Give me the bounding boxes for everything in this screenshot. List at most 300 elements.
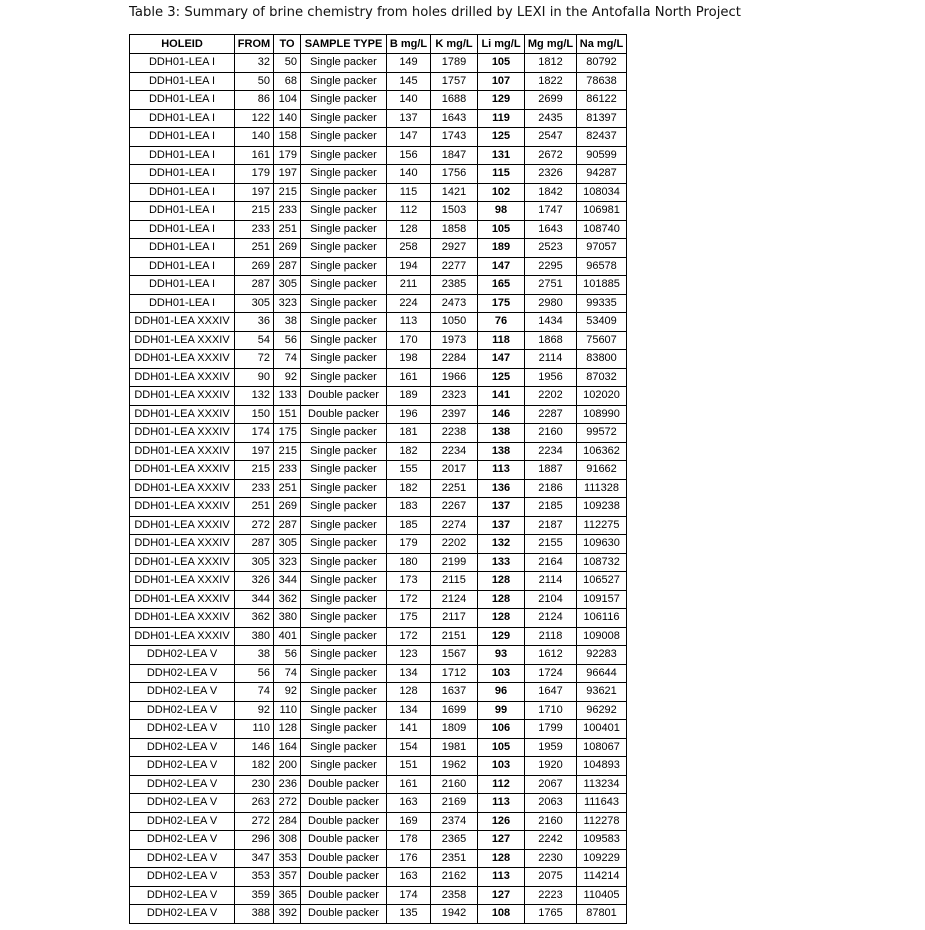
cell-holeid: DDH02-LEA V (130, 905, 235, 924)
cell-b: 155 (387, 461, 431, 480)
cell-li: 128 (478, 590, 525, 609)
cell-li: 118 (478, 331, 525, 350)
cell-na: 96578 (577, 257, 627, 276)
cell-b: 198 (387, 350, 431, 369)
cell-na: 81397 (577, 109, 627, 128)
cell-li: 175 (478, 294, 525, 313)
cell-sample-type: Single packer (301, 331, 387, 350)
cell-from: 269 (235, 257, 274, 276)
cell-k: 2115 (431, 572, 478, 591)
cell-to: 74 (274, 664, 301, 683)
cell-sample-type: Single packer (301, 553, 387, 572)
cell-li: 125 (478, 368, 525, 387)
cell-mg: 2223 (525, 886, 577, 905)
cell-b: 172 (387, 627, 431, 646)
cell-k: 2267 (431, 498, 478, 517)
cell-to: 357 (274, 868, 301, 887)
cell-sample-type: Single packer (301, 738, 387, 757)
cell-k: 2365 (431, 831, 478, 850)
cell-sample-type: Single packer (301, 720, 387, 739)
cell-mg: 2547 (525, 128, 577, 147)
cell-na: 99572 (577, 424, 627, 443)
cell-holeid: DDH01-LEA XXXIV (130, 516, 235, 535)
cell-k: 2473 (431, 294, 478, 313)
cell-from: 362 (235, 609, 274, 628)
cell-from: 296 (235, 831, 274, 850)
cell-holeid: DDH01-LEA XXXIV (130, 553, 235, 572)
cell-b: 183 (387, 498, 431, 517)
cell-b: 178 (387, 831, 431, 850)
cell-to: 344 (274, 572, 301, 591)
cell-holeid: DDH01-LEA XXXIV (130, 368, 235, 387)
cell-li: 147 (478, 350, 525, 369)
cell-na: 111643 (577, 794, 627, 813)
cell-b: 182 (387, 442, 431, 461)
cell-k: 1688 (431, 91, 478, 110)
cell-b: 134 (387, 701, 431, 720)
cell-to: 38 (274, 313, 301, 332)
cell-sample-type: Single packer (301, 590, 387, 609)
cell-to: 305 (274, 276, 301, 295)
cell-mg: 2202 (525, 387, 577, 406)
table-row (130, 720, 627, 739)
cell-from: 50 (235, 72, 274, 91)
cell-sample-type: Single packer (301, 646, 387, 665)
cell-li: 115 (478, 165, 525, 184)
cell-holeid: DDH01-LEA XXXIV (130, 498, 235, 517)
cell-na: 114214 (577, 868, 627, 887)
cell-na: 106981 (577, 202, 627, 221)
cell-from: 86 (235, 91, 274, 110)
table-row (130, 257, 627, 276)
cell-sample-type: Double packer (301, 775, 387, 794)
cell-mg: 2160 (525, 424, 577, 443)
cell-from: 380 (235, 627, 274, 646)
cell-from: 32 (235, 54, 274, 73)
cell-from: 251 (235, 498, 274, 517)
cell-mg: 1799 (525, 720, 577, 739)
header-k: K mg/L (431, 35, 478, 54)
cell-to: 104 (274, 91, 301, 110)
cell-k: 2162 (431, 868, 478, 887)
cell-holeid: DDH01-LEA I (130, 72, 235, 91)
cell-na: 109008 (577, 627, 627, 646)
header-to: TO (274, 35, 301, 54)
cell-li: 128 (478, 849, 525, 868)
cell-na: 80792 (577, 54, 627, 73)
cell-to: 353 (274, 849, 301, 868)
cell-to: 392 (274, 905, 301, 924)
cell-from: 54 (235, 331, 274, 350)
cell-li: 137 (478, 498, 525, 517)
cell-sample-type: Single packer (301, 368, 387, 387)
table-row (130, 627, 627, 646)
cell-from: 197 (235, 442, 274, 461)
cell-na: 82437 (577, 128, 627, 147)
cell-sample-type: Single packer (301, 313, 387, 332)
cell-holeid: DDH02-LEA V (130, 646, 235, 665)
cell-mg: 1765 (525, 905, 577, 924)
table-row (130, 572, 627, 591)
cell-to: 151 (274, 405, 301, 424)
cell-from: 146 (235, 738, 274, 757)
cell-holeid: DDH02-LEA V (130, 831, 235, 850)
cell-from: 38 (235, 646, 274, 665)
cell-b: 161 (387, 775, 431, 794)
cell-to: 164 (274, 738, 301, 757)
cell-mg: 2164 (525, 553, 577, 572)
table-row (130, 72, 627, 91)
cell-sample-type: Single packer (301, 183, 387, 202)
table-row (130, 183, 627, 202)
cell-mg: 1842 (525, 183, 577, 202)
cell-k: 2151 (431, 627, 478, 646)
cell-holeid: DDH01-LEA XXXIV (130, 572, 235, 591)
cell-mg: 2075 (525, 868, 577, 887)
cell-holeid: DDH01-LEA XXXIV (130, 405, 235, 424)
cell-k: 2358 (431, 886, 478, 905)
cell-b: 163 (387, 794, 431, 813)
cell-b: 112 (387, 202, 431, 221)
cell-mg: 1920 (525, 757, 577, 776)
cell-b: 135 (387, 905, 431, 924)
cell-to: 74 (274, 350, 301, 369)
cell-li: 119 (478, 109, 525, 128)
cell-holeid: DDH02-LEA V (130, 868, 235, 887)
cell-mg: 1812 (525, 54, 577, 73)
table-row (130, 424, 627, 443)
cell-k: 2397 (431, 405, 478, 424)
cell-k: 2374 (431, 812, 478, 831)
cell-na: 53409 (577, 313, 627, 332)
cell-to: 128 (274, 720, 301, 739)
table-row (130, 461, 627, 480)
cell-sample-type: Double packer (301, 868, 387, 887)
cell-li: 103 (478, 757, 525, 776)
table-row (130, 590, 627, 609)
cell-to: 401 (274, 627, 301, 646)
cell-from: 388 (235, 905, 274, 924)
cell-k: 1789 (431, 54, 478, 73)
table-row (130, 905, 627, 924)
header-na: Na mg/L (577, 35, 627, 54)
cell-from: 359 (235, 886, 274, 905)
cell-mg: 1956 (525, 368, 577, 387)
cell-b: 140 (387, 91, 431, 110)
cell-to: 175 (274, 424, 301, 443)
cell-li: 127 (478, 831, 525, 850)
cell-from: 287 (235, 276, 274, 295)
cell-li: 113 (478, 794, 525, 813)
cell-holeid: DDH01-LEA I (130, 165, 235, 184)
cell-to: 233 (274, 461, 301, 480)
cell-na: 87032 (577, 368, 627, 387)
cell-sample-type: Double packer (301, 905, 387, 924)
cell-mg: 2326 (525, 165, 577, 184)
cell-li: 105 (478, 220, 525, 239)
cell-from: 150 (235, 405, 274, 424)
cell-sample-type: Double packer (301, 387, 387, 406)
cell-b: 211 (387, 276, 431, 295)
table-row (130, 683, 627, 702)
header-b: B mg/L (387, 35, 431, 54)
table-row (130, 128, 627, 147)
cell-k: 1962 (431, 757, 478, 776)
table-row (130, 775, 627, 794)
cell-k: 1942 (431, 905, 478, 924)
cell-from: 353 (235, 868, 274, 887)
cell-mg: 2751 (525, 276, 577, 295)
cell-holeid: DDH01-LEA XXXIV (130, 609, 235, 628)
cell-na: 93621 (577, 683, 627, 702)
cell-b: 189 (387, 387, 431, 406)
cell-b: 182 (387, 479, 431, 498)
cell-holeid: DDH01-LEA XXXIV (130, 350, 235, 369)
cell-li: 107 (478, 72, 525, 91)
cell-na: 109157 (577, 590, 627, 609)
cell-li: 76 (478, 313, 525, 332)
cell-b: 149 (387, 54, 431, 73)
cell-from: 92 (235, 701, 274, 720)
cell-na: 97057 (577, 239, 627, 258)
cell-holeid: DDH02-LEA V (130, 720, 235, 739)
cell-from: 110 (235, 720, 274, 739)
cell-holeid: DDH02-LEA V (130, 775, 235, 794)
table-row (130, 664, 627, 683)
cell-mg: 2104 (525, 590, 577, 609)
cell-mg: 1643 (525, 220, 577, 239)
cell-k: 1699 (431, 701, 478, 720)
table-row (130, 535, 627, 554)
cell-na: 83800 (577, 350, 627, 369)
cell-mg: 2234 (525, 442, 577, 461)
cell-mg: 2187 (525, 516, 577, 535)
cell-k: 1743 (431, 128, 478, 147)
cell-mg: 2295 (525, 257, 577, 276)
cell-na: 112275 (577, 516, 627, 535)
cell-na: 96292 (577, 701, 627, 720)
cell-sample-type: Single packer (301, 424, 387, 443)
cell-b: 172 (387, 590, 431, 609)
cell-mg: 2672 (525, 146, 577, 165)
cell-to: 287 (274, 516, 301, 535)
table-row (130, 757, 627, 776)
table-row (130, 387, 627, 406)
table-row (130, 276, 627, 295)
cell-to: 197 (274, 165, 301, 184)
table-row (130, 202, 627, 221)
table-row (130, 54, 627, 73)
cell-na: 106527 (577, 572, 627, 591)
cell-holeid: DDH01-LEA I (130, 109, 235, 128)
cell-na: 75607 (577, 331, 627, 350)
cell-na: 102020 (577, 387, 627, 406)
cell-mg: 2435 (525, 109, 577, 128)
cell-mg: 1612 (525, 646, 577, 665)
cell-b: 174 (387, 886, 431, 905)
cell-b: 161 (387, 368, 431, 387)
cell-na: 87801 (577, 905, 627, 924)
cell-sample-type: Single packer (301, 146, 387, 165)
cell-sample-type: Single packer (301, 683, 387, 702)
cell-b: 140 (387, 165, 431, 184)
cell-sample-type: Single packer (301, 609, 387, 628)
cell-na: 100401 (577, 720, 627, 739)
table-row (130, 553, 627, 572)
cell-to: 215 (274, 442, 301, 461)
cell-b: 154 (387, 738, 431, 757)
table-row (130, 313, 627, 332)
cell-from: 326 (235, 572, 274, 591)
cell-mg: 1724 (525, 664, 577, 683)
cell-sample-type: Single packer (301, 461, 387, 480)
cell-to: 50 (274, 54, 301, 73)
cell-sample-type: Single packer (301, 516, 387, 535)
table-row (130, 331, 627, 350)
table-row (130, 794, 627, 813)
cell-na: 109229 (577, 849, 627, 868)
cell-from: 272 (235, 812, 274, 831)
cell-to: 323 (274, 553, 301, 572)
cell-k: 1503 (431, 202, 478, 221)
cell-mg: 1747 (525, 202, 577, 221)
cell-na: 108732 (577, 553, 627, 572)
cell-na: 109583 (577, 831, 627, 850)
cell-holeid: DDH01-LEA XXXIV (130, 479, 235, 498)
cell-sample-type: Single packer (301, 627, 387, 646)
cell-holeid: DDH02-LEA V (130, 794, 235, 813)
cell-sample-type: Single packer (301, 54, 387, 73)
cell-from: 287 (235, 535, 274, 554)
cell-sample-type: Single packer (301, 479, 387, 498)
table-row (130, 646, 627, 665)
cell-k: 1966 (431, 368, 478, 387)
cell-holeid: DDH01-LEA XXXIV (130, 535, 235, 554)
cell-holeid: DDH01-LEA I (130, 183, 235, 202)
cell-sample-type: Single packer (301, 442, 387, 461)
cell-k: 2351 (431, 849, 478, 868)
cell-na: 86122 (577, 91, 627, 110)
cell-b: 113 (387, 313, 431, 332)
cell-to: 251 (274, 479, 301, 498)
cell-to: 233 (274, 202, 301, 221)
table-row (130, 498, 627, 517)
cell-from: 122 (235, 109, 274, 128)
cell-sample-type: Single packer (301, 535, 387, 554)
cell-na: 104893 (577, 757, 627, 776)
table-body (130, 54, 627, 924)
cell-from: 140 (235, 128, 274, 147)
cell-b: 123 (387, 646, 431, 665)
cell-from: 72 (235, 350, 274, 369)
table-row (130, 220, 627, 239)
cell-na: 99335 (577, 294, 627, 313)
cell-li: 113 (478, 461, 525, 480)
cell-sample-type: Single packer (301, 294, 387, 313)
cell-li: 165 (478, 276, 525, 295)
cell-k: 2199 (431, 553, 478, 572)
cell-holeid: DDH02-LEA V (130, 849, 235, 868)
cell-from: 74 (235, 683, 274, 702)
cell-to: 365 (274, 886, 301, 905)
cell-na: 101885 (577, 276, 627, 295)
cell-to: 92 (274, 368, 301, 387)
cell-mg: 1822 (525, 72, 577, 91)
cell-mg: 2699 (525, 91, 577, 110)
cell-b: 128 (387, 220, 431, 239)
header-row (130, 35, 627, 54)
cell-mg: 2523 (525, 239, 577, 258)
cell-sample-type: Single packer (301, 128, 387, 147)
cell-mg: 2287 (525, 405, 577, 424)
cell-holeid: DDH01-LEA XXXIV (130, 313, 235, 332)
cell-to: 251 (274, 220, 301, 239)
cell-na: 106116 (577, 609, 627, 628)
cell-li: 96 (478, 683, 525, 702)
cell-to: 308 (274, 831, 301, 850)
cell-to: 56 (274, 646, 301, 665)
cell-li: 102 (478, 183, 525, 202)
cell-holeid: DDH02-LEA V (130, 738, 235, 757)
cell-li: 131 (478, 146, 525, 165)
cell-to: 179 (274, 146, 301, 165)
cell-mg: 2063 (525, 794, 577, 813)
header-mg: Mg mg/L (525, 35, 577, 54)
table-row (130, 405, 627, 424)
cell-k: 2385 (431, 276, 478, 295)
table-row (130, 442, 627, 461)
cell-holeid: DDH01-LEA XXXIV (130, 331, 235, 350)
cell-na: 108067 (577, 738, 627, 757)
cell-from: 197 (235, 183, 274, 202)
cell-li: 127 (478, 886, 525, 905)
cell-li: 106 (478, 720, 525, 739)
cell-b: 151 (387, 757, 431, 776)
table-row (130, 849, 627, 868)
cell-holeid: DDH01-LEA I (130, 257, 235, 276)
cell-from: 215 (235, 202, 274, 221)
cell-b: 180 (387, 553, 431, 572)
cell-li: 129 (478, 627, 525, 646)
cell-li: 105 (478, 738, 525, 757)
cell-mg: 2124 (525, 609, 577, 628)
cell-li: 129 (478, 91, 525, 110)
cell-holeid: DDH01-LEA I (130, 128, 235, 147)
table-row (130, 91, 627, 110)
cell-sample-type: Double packer (301, 831, 387, 850)
cell-li: 98 (478, 202, 525, 221)
table-row (130, 350, 627, 369)
table-row (130, 146, 627, 165)
cell-k: 1809 (431, 720, 478, 739)
cell-from: 347 (235, 849, 274, 868)
table-row (130, 109, 627, 128)
cell-to: 269 (274, 498, 301, 517)
cell-mg: 2185 (525, 498, 577, 517)
table-row (130, 609, 627, 628)
cell-li: 147 (478, 257, 525, 276)
table-row (130, 239, 627, 258)
cell-li: 112 (478, 775, 525, 794)
cell-to: 323 (274, 294, 301, 313)
cell-b: 141 (387, 720, 431, 739)
cell-to: 140 (274, 109, 301, 128)
cell-mg: 1959 (525, 738, 577, 757)
cell-k: 1757 (431, 72, 478, 91)
table-caption: Table 3: Summary of brine chemistry from holes drilled by LEXI in the Antofalla North Project (129, 5, 741, 20)
cell-to: 269 (274, 239, 301, 258)
cell-from: 233 (235, 220, 274, 239)
